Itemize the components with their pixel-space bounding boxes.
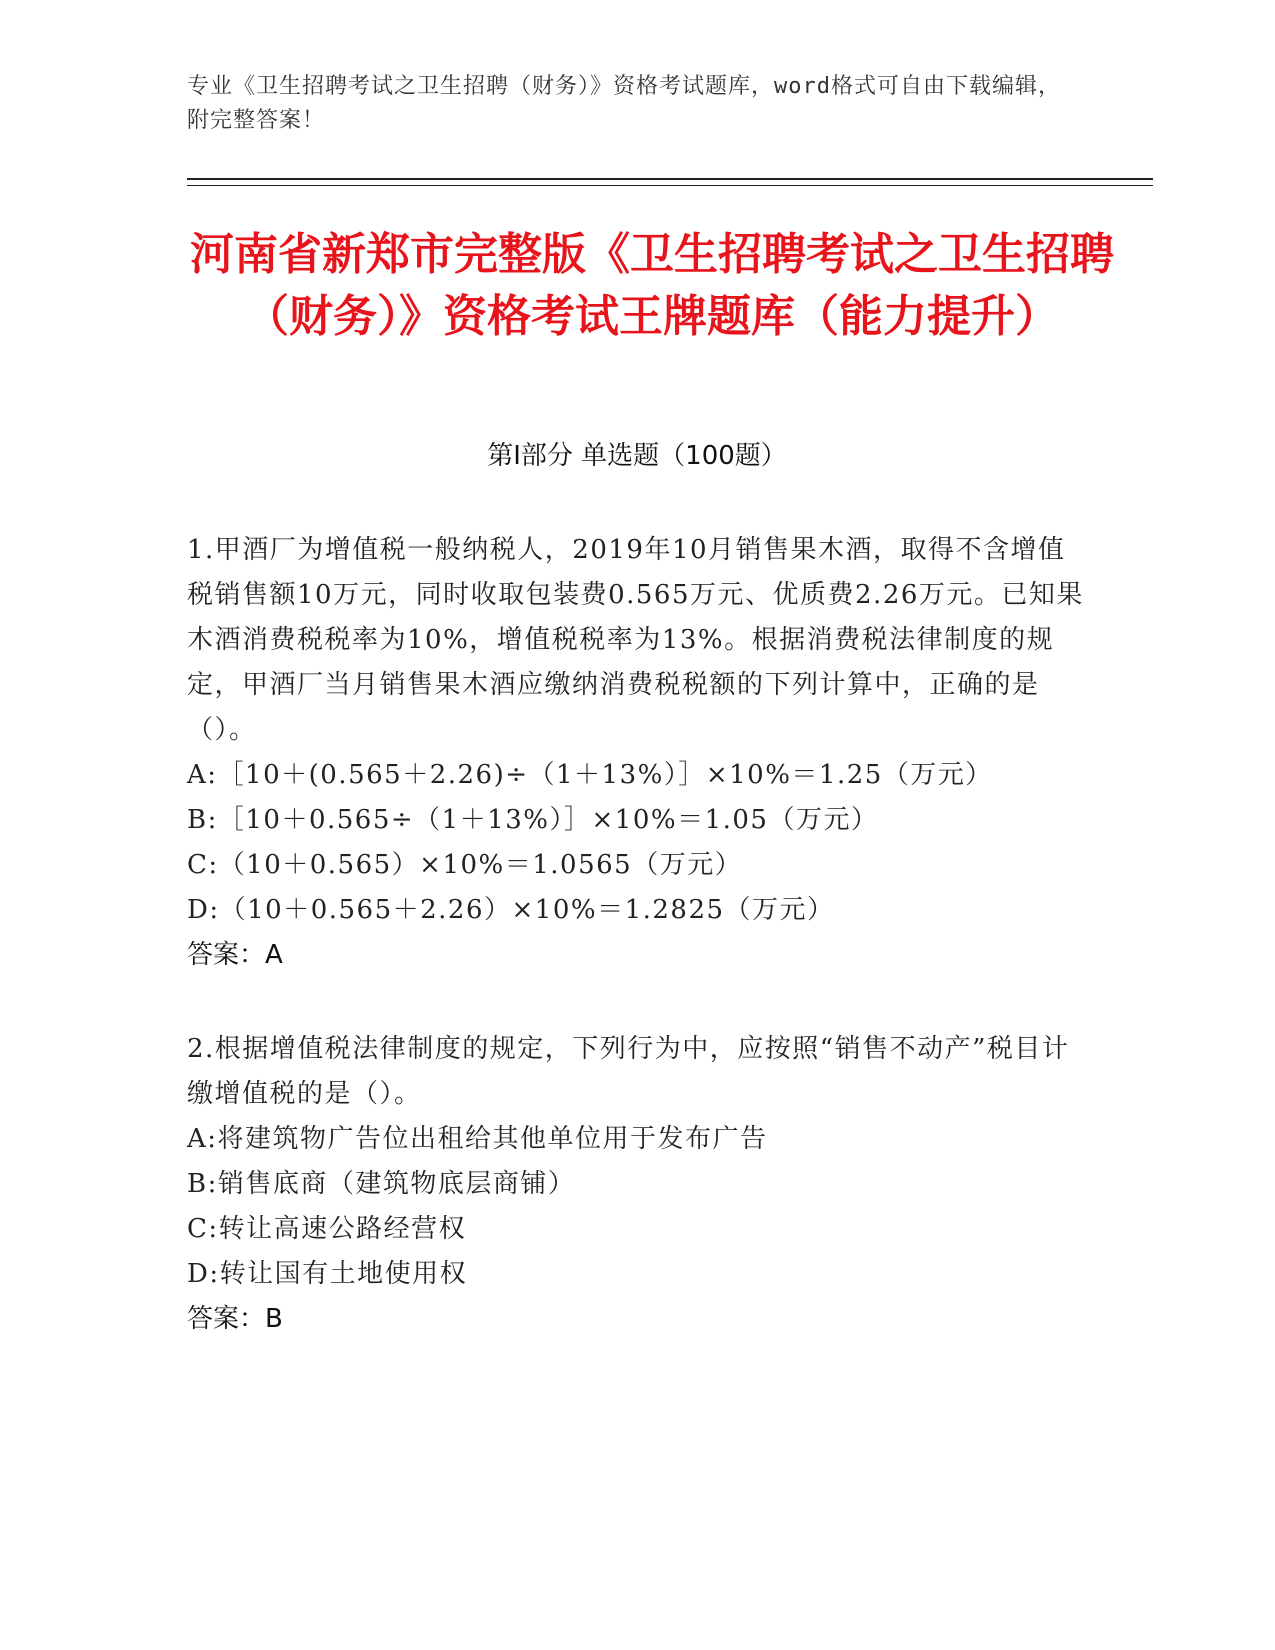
option-b: B:销售底商（建筑物底层商铺） [187, 1169, 576, 1199]
option-a: A:［10＋(0.565＋2.26)÷（1＋13%）］×10%＝1.25（万元） [187, 760, 993, 790]
option-c: C:（10＋0.565）×10%＝1.0565（万元） [187, 850, 743, 880]
header-divider-thin [187, 185, 1153, 186]
answer: 答案：A [187, 940, 283, 970]
answer: 答案：B [187, 1304, 283, 1334]
document-title: 河南省新郑市完整版《卫生招聘考试之卫生招聘（财务）》资格考试王牌题库（能力提升） [190, 229, 1114, 342]
option-d: D:转让国有土地使用权 [187, 1259, 468, 1289]
question-2 [187, 1027, 1087, 1342]
question-stem: 1.甲酒厂为增值税一般纳税人，2019年10月销售果木酒，取得不含增值税销售额10万元，同时收取包装费0.565万元、优质费2.26万元。已知果木酒消费税税率为10%，增值税税率为13%。根据消费税法律制度的规定，甲酒厂当月销售果木酒应缴纳消费税税额的下列计算中，正确的是（）。 [187, 535, 1084, 745]
header-divider-thick [187, 178, 1153, 180]
section-title: 第Ⅰ部分 单选题（100题） [487, 441, 787, 471]
question-stem: 2.根据增值税法律制度的规定，下列行为中，应按照“销售不动产”税目计缴增值税的是（）。 [187, 1034, 1070, 1109]
option-a: A:将建筑物广告位出租给其他单位用于发布广告 [187, 1124, 768, 1154]
header-note: 专业《卫生招聘考试之卫生招聘（财务）》资格考试题库，word格式可自由下载编辑，附完整答案！ [187, 74, 1061, 133]
option-b: B:［10＋0.565÷（1＋13%）］×10%＝1.05（万元） [187, 805, 879, 835]
option-d: D:（10＋0.565＋2.26）×10%＝1.2825（万元） [187, 895, 835, 925]
option-c: C:转让高速公路经营权 [187, 1214, 467, 1244]
question-1 [187, 528, 1087, 978]
